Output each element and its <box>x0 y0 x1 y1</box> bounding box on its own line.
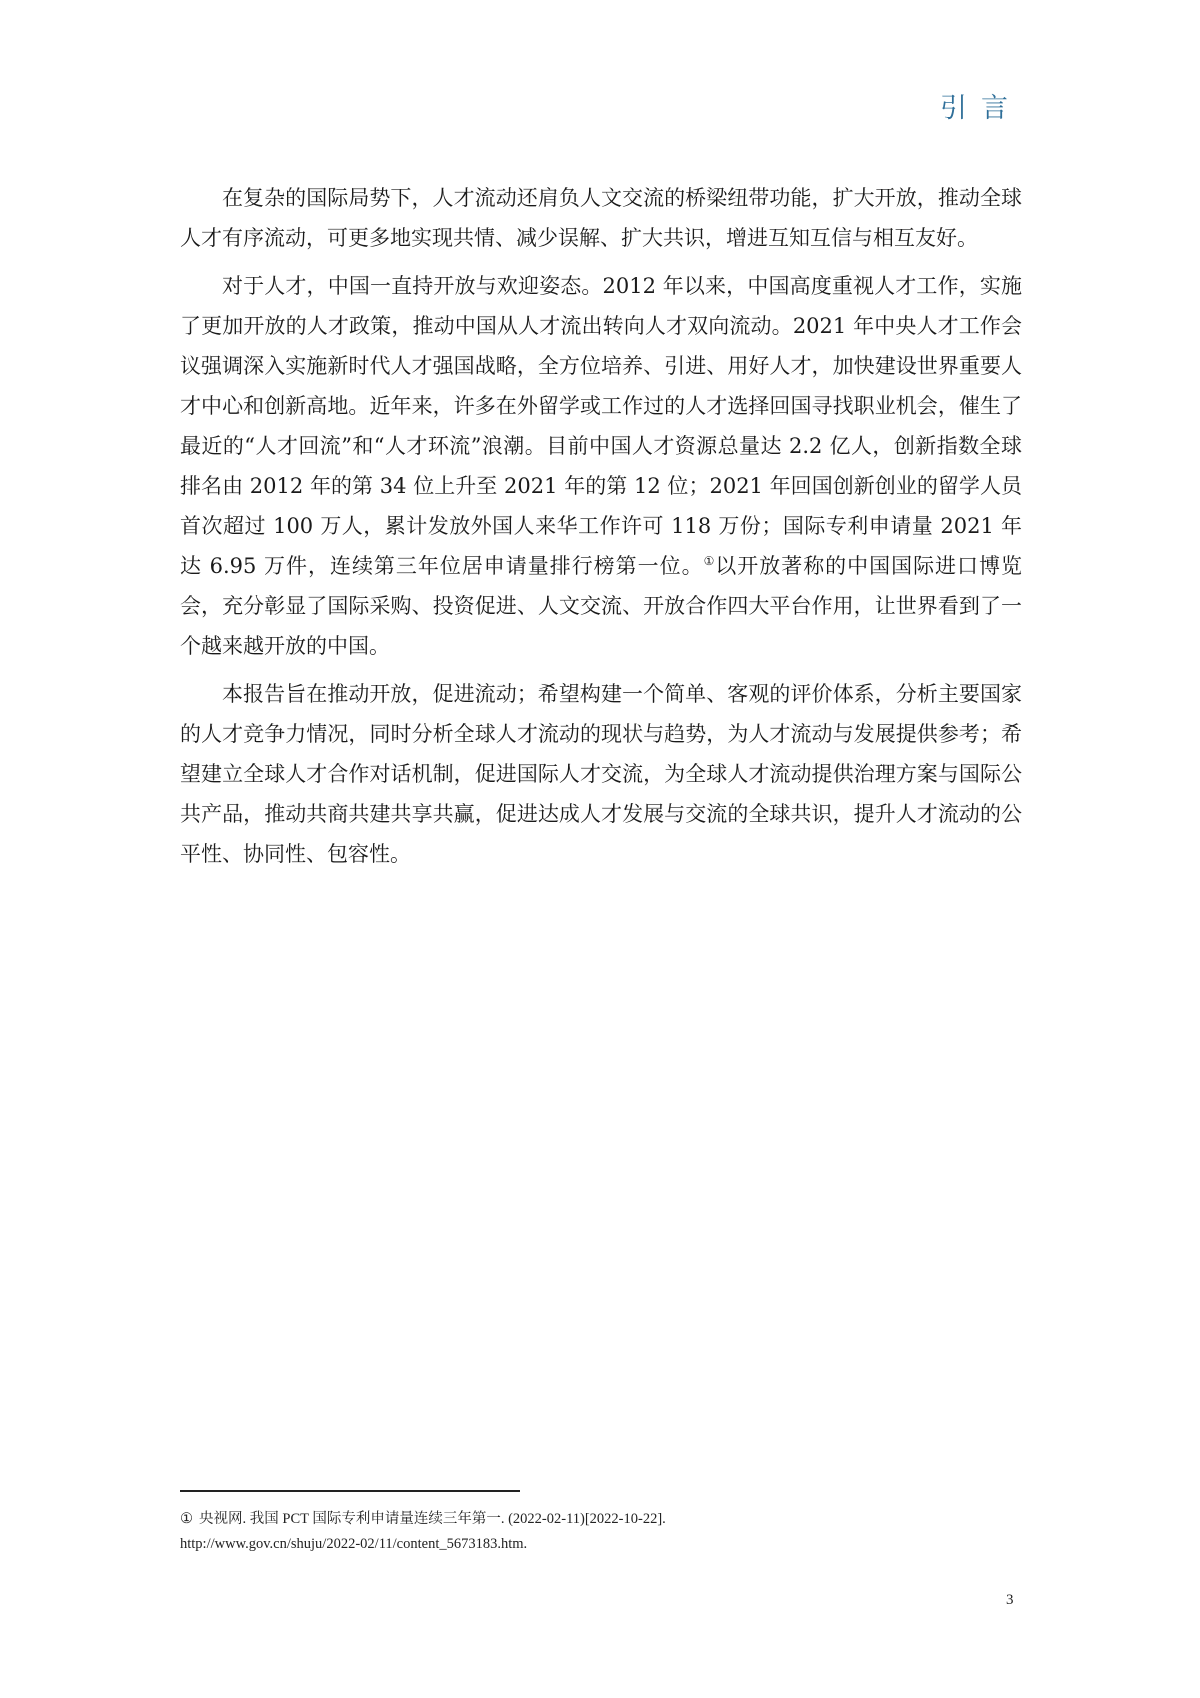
paragraph-2-text-a: 对于人才，中国一直持开放与欢迎姿态。2012 年以来，中国高度重视人才工作，实施了更加开放的人才政策，推动中国从人才流出转向人才双向流动。2021 年中央人才工作会议强调深入实施新时代人才强国战略，全方位培养、引进、用好人才，加快建设世界重要人才中心和创新高地。近年来，许多在外留学或工作过的人才选择回国寻找职业机会，催生了最近的“人才回流”和“人才环流”浪潮。目前中国人才资源总量达 2.2 亿人，创新指数全球排名由 2012 年的第 34 位上升至 2021 年的第 12 位；2021 年回国创新创业的留学人员首次超过 100 万人，累计发放外国人来华工作许可 118 万份；国际专利申请量 2021 年达 6.95 万件，连续第三年位居申请量排行榜第一位。 <box>180 274 1022 578</box>
footnote <box>180 1507 1022 1557</box>
running-header: 引言 <box>940 93 1022 124</box>
page-number: 3 <box>1006 1592 1014 1608</box>
footnote-citation: 央视网. 我国 PCT 国际专利申请量连续三年第一. (2022-02-11)[2022-10-22]. <box>199 1511 666 1527</box>
paragraph-2 <box>180 266 1022 666</box>
paragraph-1: 在复杂的国际局势下，人才流动还肩负人文交流的桥梁纽带功能，扩大开放，推动全球人才有序流动，可更多地实现共情、减少误解、扩大共识，增进互知互信与相互友好。 <box>180 186 1022 250</box>
paragraph-3: 本报告旨在推动开放，促进流动；希望构建一个简单、客观的评价体系，分析主要国家的人才竞争力情况，同时分析全球人才流动的现状与趋势，为人才流动与发展提供参考；希望建立全球人才合作对话机制，促进国际人才交流，为全球人才流动提供治理方案与国际公共产品，推动共商共建共享共赢，促进达成人才发展与交流的全球共识，提升人才流动的公平性、协同性、包容性。 <box>180 682 1022 866</box>
footnote-url[interactable]: http://www.gov.cn/shuju/2022-02/11/content_5673183.htm. <box>180 1536 528 1552</box>
body-text <box>180 178 1022 882</box>
paragraph-2-text-b: 以开放著称的中国国际进口博览会，充分彰显了国际采购、投资促进、人文交流、开放合作四大平台作用，让世界看到了一个越来越开放的中国。 <box>180 554 1022 658</box>
footnote-reference-mark[interactable]: ① <box>703 554 716 568</box>
footnote-separator <box>180 1490 520 1492</box>
footnote-label: ① <box>180 1511 193 1527</box>
